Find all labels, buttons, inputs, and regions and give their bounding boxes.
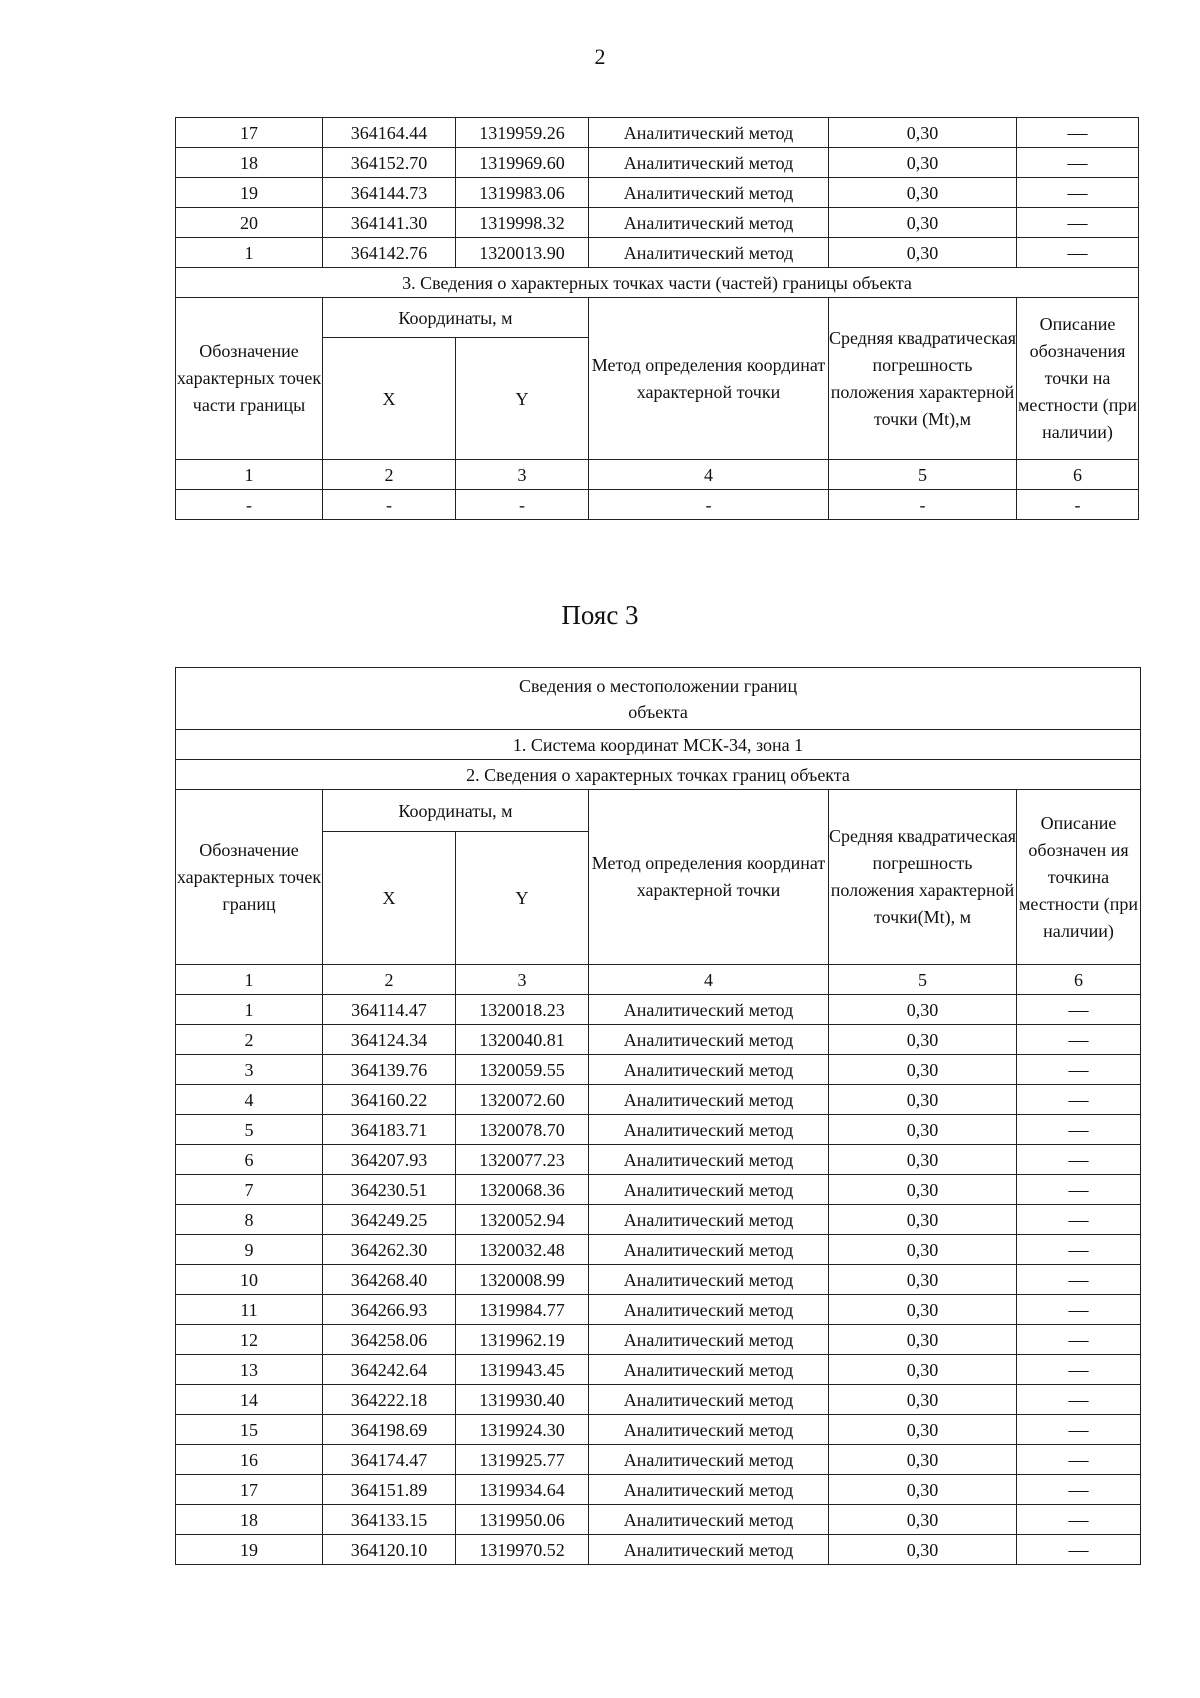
method: Аналитический метод [589, 118, 829, 148]
empty-cell: - [1017, 490, 1139, 520]
method: Аналитический метод [589, 178, 829, 208]
column-numbers-row [176, 460, 1139, 490]
description: — [1017, 1025, 1141, 1055]
x-coordinate: 364266.93 [323, 1295, 456, 1325]
method: Аналитический метод [589, 995, 829, 1025]
description: — [1017, 1115, 1141, 1145]
table-row [176, 118, 1139, 148]
method: Аналитический метод [589, 1085, 829, 1115]
x-coordinate: 364152.70 [323, 148, 456, 178]
x-coordinate: 364262.30 [323, 1235, 456, 1265]
method: Аналитический метод [589, 1265, 829, 1295]
x-coordinate: 364222.18 [323, 1385, 456, 1415]
header-description: Описание обозначен ия точкина местности (при наличии) [1017, 790, 1141, 965]
empty-cell: - [176, 490, 323, 520]
point-number: 3 [176, 1055, 323, 1085]
method: Аналитический метод [589, 1325, 829, 1355]
header-description: Описание обозначения точки на местности (при наличии) [1017, 298, 1139, 460]
y-coordinate: 1319970.52 [456, 1535, 589, 1565]
point-number: 2 [176, 1025, 323, 1055]
point-number: 17 [176, 1475, 323, 1505]
x-coordinate: 364141.30 [323, 208, 456, 238]
method: Аналитический метод [589, 1145, 829, 1175]
method: Аналитический метод [589, 208, 829, 238]
mean-error: 0,30 [829, 1295, 1017, 1325]
page-number: 2 [594, 44, 606, 69]
mean-error: 0,30 [829, 1205, 1017, 1235]
point-number: 4 [176, 1085, 323, 1115]
table-row [176, 1145, 1141, 1175]
description: — [1017, 1175, 1141, 1205]
description: — [1017, 1085, 1141, 1115]
point-number: 13 [176, 1355, 323, 1385]
mean-error: 0,30 [829, 1505, 1017, 1535]
column-numbers-row [176, 965, 1141, 995]
mean-error: 0,30 [829, 118, 1017, 148]
header-x: X [323, 338, 456, 460]
y-coordinate: 1320013.90 [456, 238, 589, 268]
mean-error: 0,30 [829, 1235, 1017, 1265]
description: — [1017, 1295, 1141, 1325]
point-number: 16 [176, 1445, 323, 1475]
header-x: X [323, 832, 456, 965]
method: Аналитический метод [589, 1445, 829, 1475]
x-coordinate: 364230.51 [323, 1175, 456, 1205]
y-coordinate: 1320032.48 [456, 1235, 589, 1265]
point-number: 19 [176, 178, 323, 208]
point-number: 18 [176, 1505, 323, 1535]
table-row [176, 1205, 1141, 1235]
table2-point-rows [176, 995, 1141, 1565]
table-row [176, 1535, 1141, 1565]
y-coordinate: 1319984.77 [456, 1295, 589, 1325]
table-row [176, 1115, 1141, 1145]
x-coordinate: 364144.73 [323, 178, 456, 208]
point-number: 5 [176, 1115, 323, 1145]
point-number: 20 [176, 208, 323, 238]
description: — [1017, 1205, 1141, 1235]
table2-title-line1: Сведения о местоположении границ [519, 675, 798, 696]
y-coordinate: 1320077.23 [456, 1145, 589, 1175]
y-coordinate: 1320072.60 [456, 1085, 589, 1115]
x-coordinate: 364207.93 [323, 1145, 456, 1175]
method: Аналитический метод [589, 1115, 829, 1145]
x-coordinate: 364120.10 [323, 1535, 456, 1565]
mean-error: 0,30 [829, 1475, 1017, 1505]
table-row [176, 238, 1139, 268]
x-coordinate: 364139.76 [323, 1055, 456, 1085]
description: — [1017, 1355, 1141, 1385]
point-number: 18 [176, 148, 323, 178]
method: Аналитический метод [589, 1175, 829, 1205]
description: — [1017, 1145, 1141, 1175]
table-row [176, 1355, 1141, 1385]
y-coordinate: 1319962.19 [456, 1325, 589, 1355]
mean-error: 0,30 [829, 995, 1017, 1025]
column-number: 3 [456, 965, 589, 995]
point-number: 7 [176, 1175, 323, 1205]
table-row [176, 1295, 1141, 1325]
point-number: 12 [176, 1325, 323, 1355]
mean-error: 0,30 [829, 1085, 1017, 1115]
method: Аналитический метод [589, 1235, 829, 1265]
empty-cell: - [589, 490, 829, 520]
mean-error: 0,30 [829, 1355, 1017, 1385]
point-number: 11 [176, 1295, 323, 1325]
mean-error: 0,30 [829, 208, 1017, 238]
y-coordinate: 1319950.06 [456, 1505, 589, 1535]
x-coordinate: 364133.15 [323, 1505, 456, 1535]
header-mean-error: Средняя квадратическая погрешность положения характерной точки (Mt),м [829, 298, 1017, 460]
table-row [176, 1385, 1141, 1415]
mean-error: 0,30 [829, 1055, 1017, 1085]
point-number: 6 [176, 1145, 323, 1175]
header-method: Метод определения координат характерной точки [589, 790, 829, 965]
description: — [1017, 208, 1139, 238]
mean-error: 0,30 [829, 1145, 1017, 1175]
x-coordinate: 364249.25 [323, 1205, 456, 1235]
method: Аналитический метод [589, 1205, 829, 1235]
table-row [176, 1055, 1141, 1085]
mean-error: 0,30 [829, 1115, 1017, 1145]
x-coordinate: 364142.76 [323, 238, 456, 268]
y-coordinate: 1319924.30 [456, 1415, 589, 1445]
column-number: 4 [589, 460, 829, 490]
point-number: 1 [176, 995, 323, 1025]
method: Аналитический метод [589, 238, 829, 268]
column-number: 5 [829, 965, 1017, 995]
description: — [1017, 1265, 1141, 1295]
belt-title: Пояс 3 [561, 600, 639, 630]
x-coordinate: 364151.89 [323, 1475, 456, 1505]
table-row [176, 148, 1139, 178]
table-row [176, 1235, 1141, 1265]
x-coordinate: 364160.22 [323, 1085, 456, 1115]
mean-error: 0,30 [829, 1535, 1017, 1565]
table1-point-rows [176, 118, 1139, 268]
empty-cell: - [829, 490, 1017, 520]
method: Аналитический метод [589, 1295, 829, 1325]
y-coordinate: 1319934.64 [456, 1475, 589, 1505]
header-coordinates: Координаты, м [323, 298, 589, 338]
table-row [176, 1445, 1141, 1475]
description: — [1017, 1445, 1141, 1475]
y-coordinate: 1320008.99 [456, 1265, 589, 1295]
column-number: 1 [176, 460, 323, 490]
description: — [1017, 1055, 1141, 1085]
x-coordinate: 364258.06 [323, 1325, 456, 1355]
table-row [176, 1085, 1141, 1115]
mean-error: 0,30 [829, 1265, 1017, 1295]
boundary-points-table-continued [175, 117, 1139, 520]
method: Аналитический метод [589, 1355, 829, 1385]
point-number: 15 [176, 1415, 323, 1445]
description: — [1017, 1535, 1141, 1565]
point-number: 14 [176, 1385, 323, 1415]
x-coordinate: 364124.34 [323, 1025, 456, 1055]
table-row [176, 208, 1139, 238]
y-coordinate: 1320078.70 [456, 1115, 589, 1145]
y-coordinate: 1319983.06 [456, 178, 589, 208]
mean-error: 0,30 [829, 178, 1017, 208]
coordinate-system: 1. Система координат МСК-34, зона 1 [176, 730, 1141, 760]
x-coordinate: 364114.47 [323, 995, 456, 1025]
method: Аналитический метод [589, 1505, 829, 1535]
table-row [176, 1505, 1141, 1535]
mean-error: 0,30 [829, 148, 1017, 178]
y-coordinate: 1319943.45 [456, 1355, 589, 1385]
mean-error: 0,30 [829, 238, 1017, 268]
x-coordinate: 364198.69 [323, 1415, 456, 1445]
mean-error: 0,30 [829, 1175, 1017, 1205]
table-row [176, 995, 1141, 1025]
header-y: Y [456, 832, 589, 965]
table-row [176, 1265, 1141, 1295]
description: — [1017, 1415, 1141, 1445]
y-coordinate: 1320018.23 [456, 995, 589, 1025]
point-number: 1 [176, 238, 323, 268]
point-number: 8 [176, 1205, 323, 1235]
mean-error: 0,30 [829, 1415, 1017, 1445]
y-coordinate: 1320040.81 [456, 1025, 589, 1055]
y-coordinate: 1319959.26 [456, 118, 589, 148]
point-number: 9 [176, 1235, 323, 1265]
mean-error: 0,30 [829, 1385, 1017, 1415]
y-coordinate: 1319998.32 [456, 208, 589, 238]
header-y: Y [456, 338, 589, 460]
description: — [1017, 995, 1141, 1025]
mean-error: 0,30 [829, 1445, 1017, 1475]
point-number: 17 [176, 118, 323, 148]
description: — [1017, 1235, 1141, 1265]
mean-error: 0,30 [829, 1025, 1017, 1055]
empty-cell: - [323, 490, 456, 520]
header-coordinates: Координаты, м [323, 790, 589, 832]
column-number: 1 [176, 965, 323, 995]
table-row [176, 1175, 1141, 1205]
table-row [176, 1415, 1141, 1445]
column-number: 2 [323, 965, 456, 995]
header-method: Метод определения координат характерной точки [589, 298, 829, 460]
point-number: 19 [176, 1535, 323, 1565]
method: Аналитический метод [589, 1055, 829, 1085]
description: — [1017, 1385, 1141, 1415]
y-coordinate: 1320052.94 [456, 1205, 589, 1235]
table-row [176, 1325, 1141, 1355]
y-coordinate: 1319930.40 [456, 1385, 589, 1415]
x-coordinate: 364164.44 [323, 118, 456, 148]
method: Аналитический метод [589, 1535, 829, 1565]
description: — [1017, 1325, 1141, 1355]
method: Аналитический метод [589, 1415, 829, 1445]
x-coordinate: 364268.40 [323, 1265, 456, 1295]
section2-title: 2. Сведения о характерных точках границ объекта [176, 760, 1141, 790]
header-designation: Обозначение характерных точек части границы [176, 298, 323, 460]
belt3-boundary-table [175, 667, 1141, 1565]
y-coordinate: 1320068.36 [456, 1175, 589, 1205]
x-coordinate: 364242.64 [323, 1355, 456, 1385]
description: — [1017, 178, 1139, 208]
method: Аналитический метод [589, 1475, 829, 1505]
y-coordinate: 1319969.60 [456, 148, 589, 178]
method: Аналитический метод [589, 1385, 829, 1415]
point-number: 10 [176, 1265, 323, 1295]
column-number: 3 [456, 460, 589, 490]
table-row [176, 1025, 1141, 1055]
description: — [1017, 1505, 1141, 1535]
empty-data-row [176, 490, 1139, 520]
column-number: 6 [1017, 460, 1139, 490]
column-number: 4 [589, 965, 829, 995]
description: — [1017, 118, 1139, 148]
x-coordinate: 364183.71 [323, 1115, 456, 1145]
y-coordinate: 1319925.77 [456, 1445, 589, 1475]
header-designation: Обозначение характерных точек границ [176, 790, 323, 965]
method: Аналитический метод [589, 148, 829, 178]
table-row [176, 1475, 1141, 1505]
x-coordinate: 364174.47 [323, 1445, 456, 1475]
mean-error: 0,30 [829, 1325, 1017, 1355]
section3-title: 3. Сведения о характерных точках части (частей) границы объекта [176, 268, 1139, 298]
table2-title-line2: объекта [628, 701, 688, 722]
description: — [1017, 148, 1139, 178]
empty-cell: - [456, 490, 589, 520]
table2-title [176, 668, 1141, 730]
description: — [1017, 1475, 1141, 1505]
method: Аналитический метод [589, 1025, 829, 1055]
column-number: 2 [323, 460, 456, 490]
column-number: 5 [829, 460, 1017, 490]
column-number: 6 [1017, 965, 1141, 995]
y-coordinate: 1320059.55 [456, 1055, 589, 1085]
table-row [176, 178, 1139, 208]
description: — [1017, 238, 1139, 268]
header-mean-error: Средняя квадратическая погрешность положения характерной точки(Mt), м [829, 790, 1017, 965]
